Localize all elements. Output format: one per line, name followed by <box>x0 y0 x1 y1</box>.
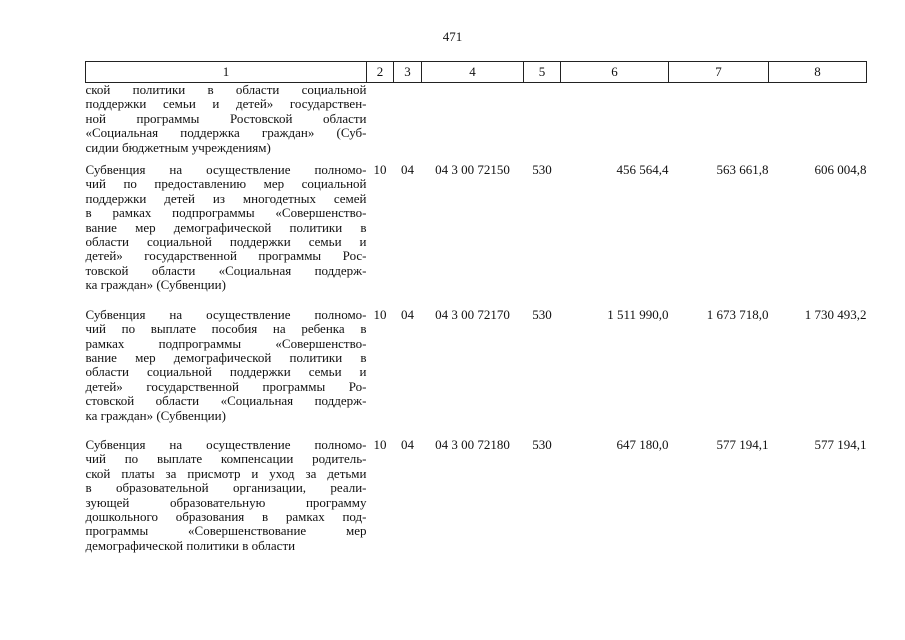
column-header-1: 1 <box>86 62 367 83</box>
section-code: 10 <box>373 306 387 322</box>
description-line: ка граждан» (Субвенции) <box>85 277 226 293</box>
description-line: рамках подпрограммы «Совершенство- <box>85 335 367 351</box>
description-line: вание мер демографической политики в <box>85 219 367 235</box>
section-code: 10 <box>373 162 387 178</box>
amount-year-1: 647 180,0 <box>616 436 669 452</box>
amount-year-1: 1 511 990,0 <box>607 306 669 322</box>
row-description <box>86 430 367 560</box>
target-article-code: 04 3 00 72170 <box>435 306 510 322</box>
amount-year-1: 456 564,4 <box>616 162 669 178</box>
description-line: детей» государственной программы Рос- <box>85 248 367 264</box>
description-line: Субвенция на осуществление полномо- <box>85 306 367 322</box>
amount-year-3: 577 194,1 <box>814 436 867 452</box>
table-row <box>86 300 867 430</box>
expense-type-code: 530 <box>532 436 552 452</box>
description-line: чий по выплате компенсации родитель- <box>85 451 367 467</box>
column-header-6: 6 <box>561 62 669 83</box>
description-line: в образовательной организации, реали- <box>85 480 367 496</box>
subsection-code: 04 <box>401 162 414 178</box>
amount-year-2: 577 194,1 <box>716 436 769 452</box>
table-row <box>86 155 867 300</box>
description-line: зующей образовательную программу <box>85 494 367 510</box>
description-line: товской области «Социальная поддерж- <box>85 262 367 278</box>
column-header-2: 2 <box>367 62 394 83</box>
column-header-4: 4 <box>422 62 524 83</box>
table-row-continuation <box>86 83 867 156</box>
description-line: сидии бюджетным учреждениям) <box>85 139 271 155</box>
description-line: области социальной поддержки семьи и <box>85 234 367 250</box>
column-header-7: 7 <box>669 62 769 83</box>
description-line: демографической политики в области <box>85 537 296 553</box>
expense-type-code: 530 <box>532 162 552 178</box>
section-code: 10 <box>373 436 387 452</box>
expense-type-code: 530 <box>532 306 552 322</box>
subsection-code: 04 <box>401 436 414 452</box>
row-description <box>86 155 367 300</box>
column-header-8: 8 <box>769 62 867 83</box>
column-number-row <box>86 62 867 83</box>
description-line: поддержки детей из многодетных семей <box>85 190 367 206</box>
description-line: стовской области «Социальная поддерж- <box>85 393 367 409</box>
description-line: детей» государственной программы Ро- <box>85 378 367 394</box>
page-number: 471 <box>442 29 463 44</box>
amount-year-2: 563 661,8 <box>716 162 769 178</box>
target-article-code: 04 3 00 72150 <box>435 162 510 178</box>
description-line: поддержки семьи и детей» государствен- <box>85 96 367 112</box>
subsection-code: 04 <box>401 306 414 322</box>
description-line: чий по предоставлению мер социальной <box>85 176 367 192</box>
description-line: ка граждан» (Субвенции) <box>85 407 226 423</box>
description-line: чий по выплате пособия на ребенка в <box>85 321 367 337</box>
description-line: Субвенция на осуществление полномо- <box>85 436 367 452</box>
description-line: ской политики в области социальной <box>85 82 367 97</box>
column-header-3: 3 <box>394 62 422 83</box>
target-article-code: 04 3 00 72180 <box>435 436 510 452</box>
description-line: Субвенция на осуществление полномо- <box>85 162 367 178</box>
description-line: в рамках подпрограммы «Совершенство- <box>85 205 367 221</box>
description-line: дошкольного образования в рамках под- <box>85 508 367 524</box>
row-description <box>86 83 367 156</box>
budget-table <box>85 61 867 560</box>
amount-year-3: 1 730 493,2 <box>804 306 867 322</box>
column-header-5: 5 <box>524 62 561 83</box>
table-row <box>86 430 867 560</box>
description-line: вание мер демографической политики в <box>85 349 367 365</box>
amount-year-2: 1 673 718,0 <box>706 306 769 322</box>
row-description <box>86 300 367 430</box>
description-line: ской платы за присмотр и уход за детьми <box>85 465 367 481</box>
description-line: области социальной поддержки семьи и <box>85 364 367 380</box>
description-line: «Социальная поддержка граждан» (Суб- <box>85 125 367 141</box>
description-line: программы «Совершенствование мер <box>85 523 367 539</box>
amount-year-3: 606 004,8 <box>814 162 867 178</box>
description-line: ной программы Ростовской области <box>85 110 367 126</box>
